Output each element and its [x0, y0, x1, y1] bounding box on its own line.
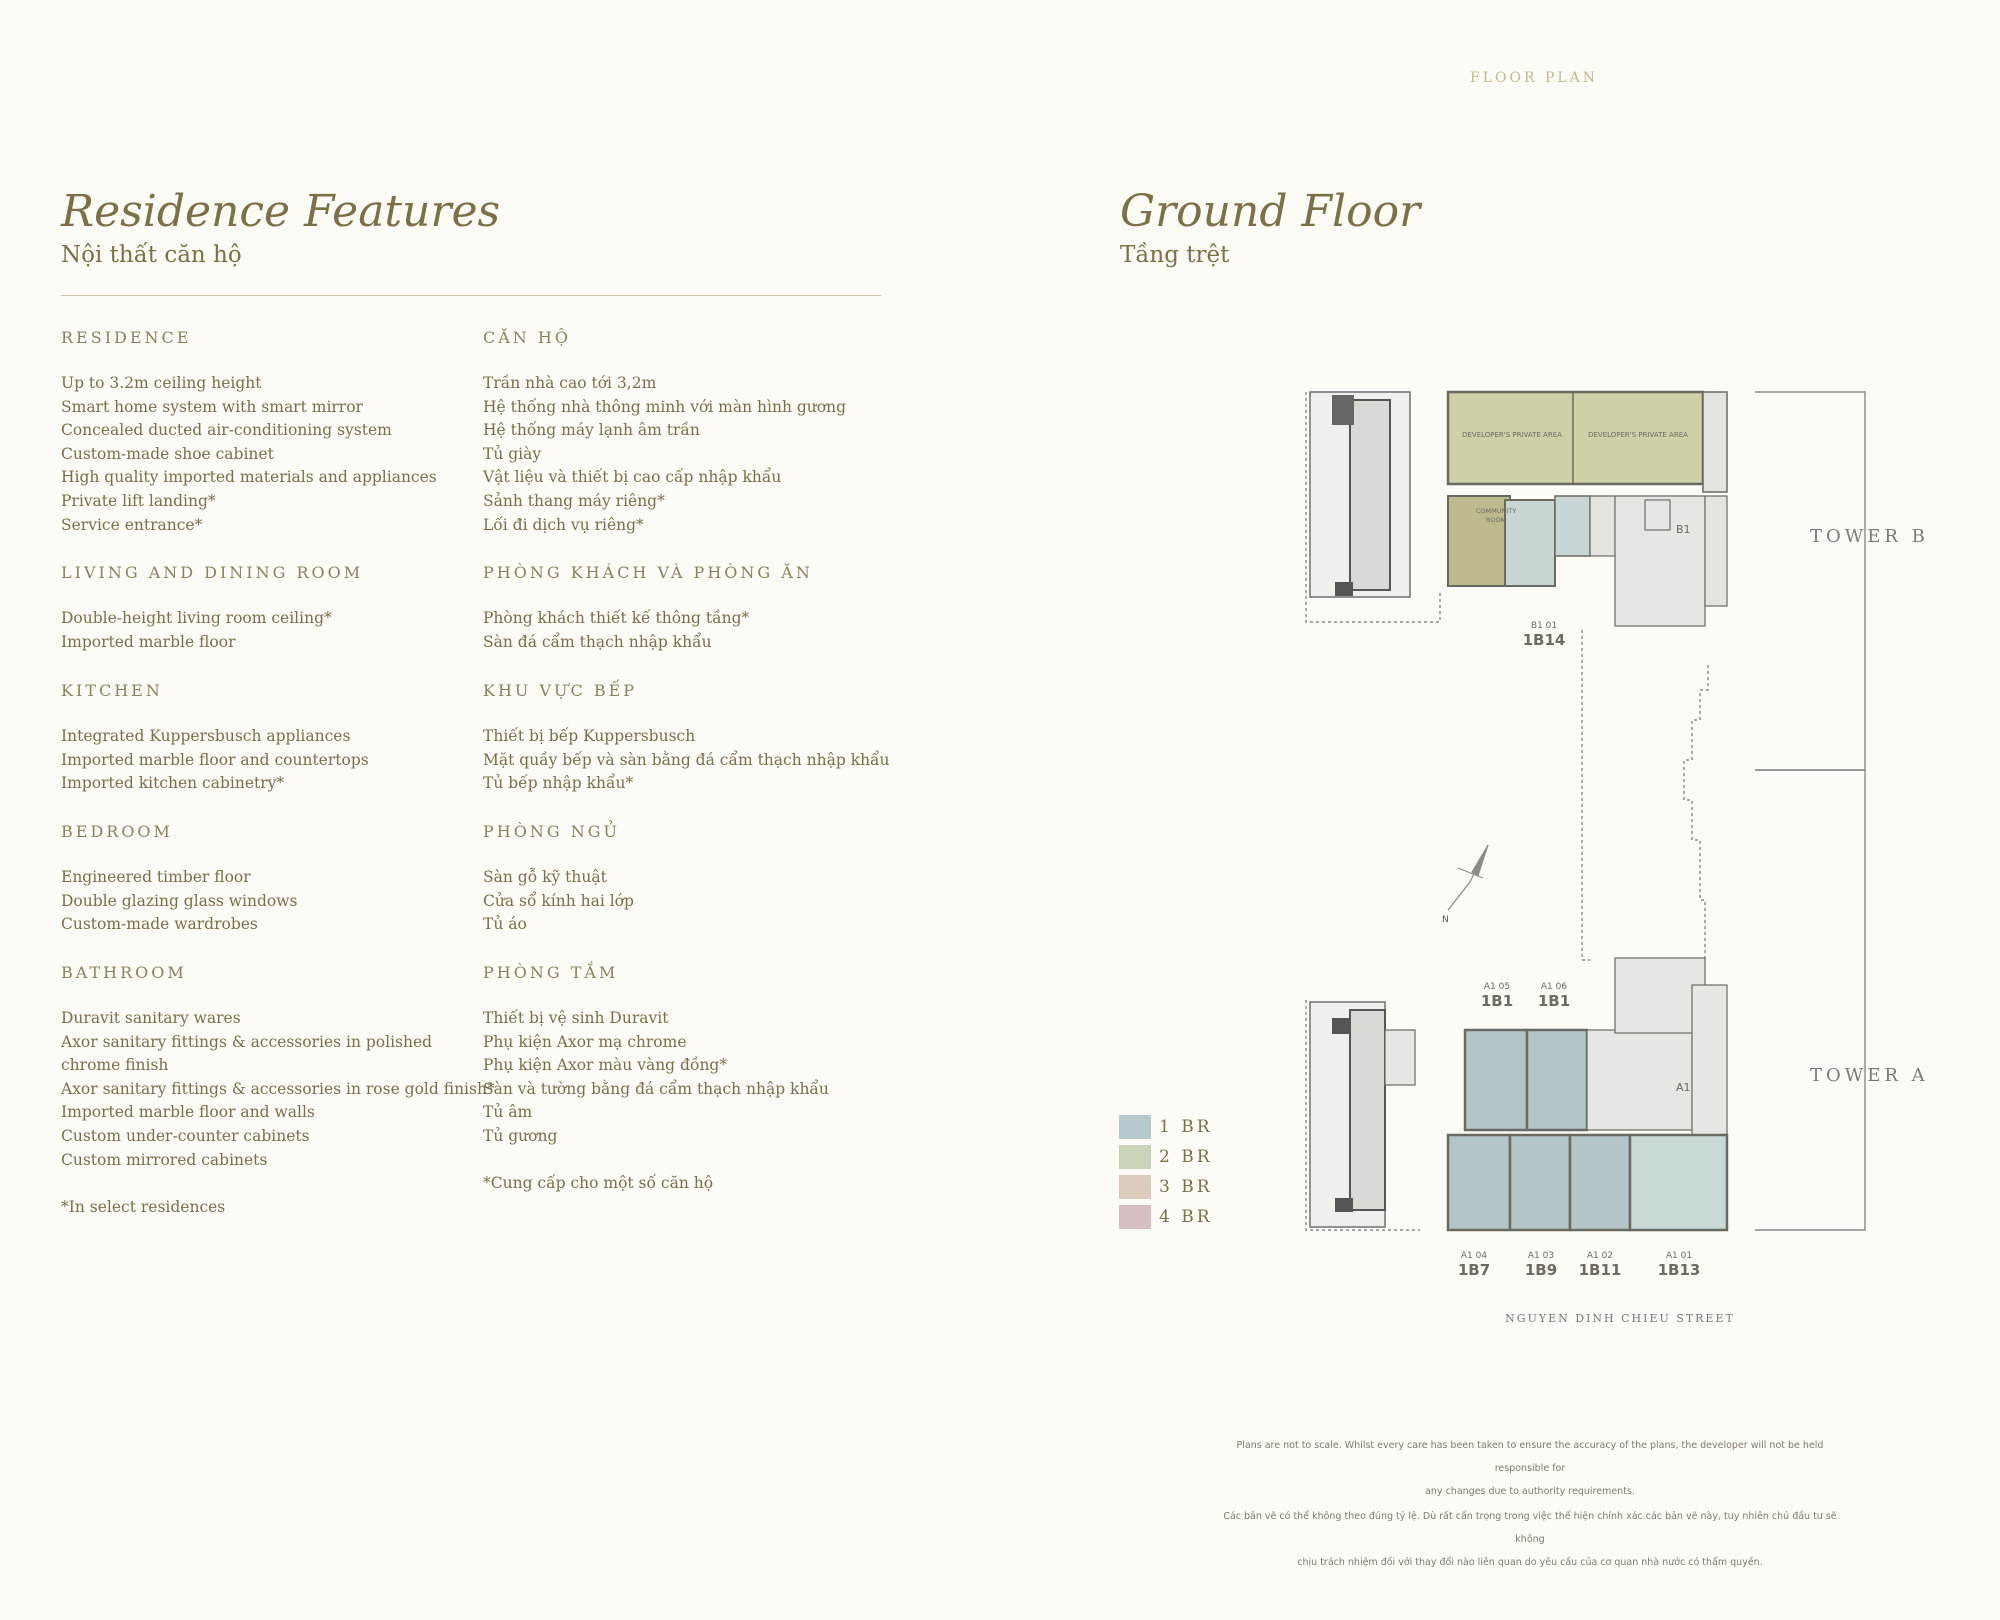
unit-type: 1B13 — [1657, 1261, 1701, 1279]
tower-a-label: TOWER A — [1810, 1065, 1929, 1086]
unit-code: A1 05 — [1483, 982, 1511, 992]
feature-item: Duravit sanitary wares — [61, 1009, 241, 1027]
feature-item: Thiết bị bếp Kuppersbusch — [483, 727, 696, 745]
feature-item: Private lift landing* — [61, 491, 216, 510]
feature-item: Up to 3.2m ceiling height — [61, 374, 262, 392]
footnote-vietnamese: *Cung cấp cho một số căn hộ — [483, 1174, 714, 1192]
compass-rose-icon — [1448, 845, 1488, 910]
feature-item: Mặt quầy bếp và sàn bằng đá cẩm thạch nhập khẩu — [483, 750, 890, 769]
feature-item: Axor sanitary fittings & accessories in polished — [61, 1032, 433, 1051]
feature-item: Tủ giày — [483, 444, 542, 463]
feature-item: Sàn và tường bằng đá cẩm thạch nhập khẩu — [483, 1079, 829, 1098]
section-heading: PHÒNG TẮM — [483, 963, 619, 982]
tower-b-label: TOWER B — [1810, 526, 1929, 547]
legend-item — [1119, 1142, 1213, 1172]
unit-code: A1 02 — [1586, 1251, 1614, 1261]
unit-code: A1 03 — [1527, 1251, 1555, 1261]
disclaimer-line: Các bản vẽ có thể không theo đúng tỷ lệ. Dù rất cẩn trọng trong việc thể hiện chính xác các bản vẽ này, tuy nhiên chủ đầu tư sẽ không — [1223, 1511, 1837, 1545]
unit-code: A1 04 — [1460, 1251, 1488, 1261]
feature-item: Integrated Kuppersbusch appliances — [61, 727, 351, 745]
section-heading: LIVING AND DINING ROOM — [61, 563, 364, 582]
unit-label — [1570, 1251, 1630, 1279]
community-room-label: COMMUNITY — [1475, 507, 1517, 515]
legend-label: 2 BR — [1159, 1147, 1213, 1167]
feature-item: High quality imported materials and appliances — [61, 468, 437, 487]
section-tagline: FLOOR PLAN — [1470, 70, 1599, 86]
section-heading: BEDROOM — [61, 822, 173, 841]
tower-a-bracket — [1755, 770, 1865, 1230]
feature-item: chrome finish — [61, 1056, 169, 1075]
feature-item: Custom mirrored cabinets — [61, 1150, 268, 1169]
developer-area-label: DEVELOPER'S PRIVATE AREA — [1462, 431, 1562, 439]
page-title-left: Residence Features — [61, 186, 501, 237]
page-title-right: Ground Floor — [1120, 186, 1421, 237]
corridor-outline-left — [1582, 630, 1590, 960]
disclaimer-line: any changes due to authority requirements. — [1425, 1486, 1635, 1497]
feature-item: Axor sanitary fittings & accessories in rose gold finish* — [61, 1079, 495, 1098]
feature-item: Lối đi dịch vụ riêng* — [483, 515, 644, 534]
unit-code: A1 06 — [1540, 982, 1568, 992]
feature-item: Hệ thống nhà thông minh với màn hình gương — [483, 397, 846, 416]
feature-item: Sàn gỗ kỹ thuật — [483, 868, 607, 886]
core-label-b1: B1 — [1676, 523, 1691, 536]
legend-swatch — [1119, 1145, 1151, 1169]
developer-area-label: DEVELOPER'S PRIVATE AREA — [1588, 431, 1688, 439]
feature-item: Sàn đá cẩm thạch nhập khẩu — [483, 632, 712, 651]
feature-item: Service entrance* — [61, 515, 203, 534]
legend-label: 3 BR — [1159, 1177, 1213, 1197]
feature-item: Tủ gương — [483, 1126, 558, 1145]
compass-north-label: N — [1442, 915, 1449, 925]
feature-item: Imported marble floor — [61, 632, 236, 651]
feature-item: Tủ áo — [483, 915, 527, 934]
legend-label: 4 BR — [1159, 1207, 1213, 1227]
feature-item: Trần nhà cao tới 3,2m — [483, 374, 657, 392]
legend-swatch — [1119, 1175, 1151, 1199]
disclaimer-line: Plans are not to scale. Whilst every care has been taken to ensure the accuracy of the plans, the developer will not be held responsible for — [1236, 1440, 1824, 1474]
core-label-a1: A1 — [1676, 1081, 1691, 1094]
disclaimer-line: chịu trách nhiệm đối với thay đổi nào liên quan do yêu cầu của cơ quan nhà nước có thẩm quyền. — [1297, 1557, 1763, 1568]
legend-swatch — [1119, 1115, 1151, 1139]
disclaimer-vietnamese — [1210, 1505, 1850, 1574]
street-label: NGUYEN DINH CHIEU STREET — [1505, 1312, 1735, 1325]
feature-item: Double-height living room ceiling* — [61, 609, 332, 627]
unit-label — [1467, 982, 1527, 1010]
unit-label — [1514, 621, 1574, 649]
feature-item: Imported marble floor and countertops — [61, 750, 369, 769]
feature-item: Double glazing glass windows — [61, 891, 298, 910]
feature-item: Phụ kiện Axor mạ chrome — [483, 1032, 687, 1051]
unit-label — [1511, 1251, 1571, 1279]
feature-item: Thiết bị vệ sinh Duravit — [483, 1009, 669, 1027]
legend-item — [1119, 1202, 1213, 1232]
feature-item: Cửa sổ kính hai lớp — [483, 891, 634, 910]
section-heading: PHÒNG KHÁCH VÀ PHÒNG ĂN — [483, 563, 813, 582]
feature-item: Vật liệu và thiết bị cao cấp nhập khẩu — [483, 468, 782, 487]
feature-item: Tủ bếp nhập khẩu* — [483, 774, 634, 793]
unit-type: 1B1 — [1480, 992, 1514, 1010]
tower-b-bracket — [1755, 392, 1865, 770]
feature-item: Imported kitchen cabinetry* — [61, 774, 285, 793]
disclaimer-english — [1210, 1434, 1850, 1503]
feature-item: Tủ âm — [483, 1103, 533, 1122]
unit-type: 1B14 — [1522, 631, 1566, 649]
unit-code: A1 01 — [1665, 1251, 1693, 1261]
legend-item — [1119, 1112, 1213, 1142]
unit-label — [1444, 1251, 1504, 1279]
unit-label — [1649, 1251, 1709, 1279]
section-heading: BATHROOM — [61, 963, 187, 982]
section-heading: PHÒNG NGỦ — [483, 822, 620, 841]
page-subtitle-left: Nội thất căn hộ — [61, 242, 242, 268]
page-subtitle-right: Tầng trệt — [1120, 242, 1230, 268]
unit-type: 1B9 — [1524, 1261, 1558, 1279]
legend-swatch — [1119, 1205, 1151, 1229]
unit-label — [1524, 982, 1584, 1010]
feature-item: Phòng khách thiết kế thông tầng* — [483, 609, 750, 627]
feature-item: Engineered timber floor — [61, 868, 251, 886]
feature-item: Concealed ducted air-conditioning system — [61, 421, 392, 440]
feature-item: Custom-made shoe cabinet — [61, 444, 274, 463]
feature-item: Custom under-counter cabinets — [61, 1126, 310, 1145]
footnote-english: *In select residences — [61, 1198, 226, 1216]
feature-item: Hệ thống máy lạnh âm trần — [483, 421, 700, 440]
legend-label: 1 BR — [1159, 1117, 1213, 1137]
bedroom-legend — [1119, 1112, 1213, 1232]
feature-item: Sảnh thang máy riêng* — [483, 491, 665, 510]
unit-type: 1B11 — [1578, 1261, 1622, 1279]
section-heading: KITCHEN — [61, 681, 163, 700]
feature-item: Phụ kiện Axor màu vàng đồng* — [483, 1056, 728, 1075]
corridor-outline-right — [1684, 665, 1708, 958]
legend-item — [1119, 1172, 1213, 1202]
section-heading: RESIDENCE — [61, 328, 192, 347]
feature-item: Smart home system with smart mirror — [61, 397, 363, 416]
feature-item: Custom-made wardrobes — [61, 915, 258, 934]
section-heading: CĂN HỘ — [483, 328, 571, 347]
feature-item: Imported marble floor and walls — [61, 1103, 315, 1122]
community-room-label: ROOM — [1485, 516, 1507, 524]
section-heading: KHU VỰC BẾP — [483, 681, 638, 700]
unit-type: 1B7 — [1457, 1261, 1491, 1279]
unit-code: B1 01 — [1530, 621, 1558, 631]
unit-type: 1B1 — [1537, 992, 1571, 1010]
